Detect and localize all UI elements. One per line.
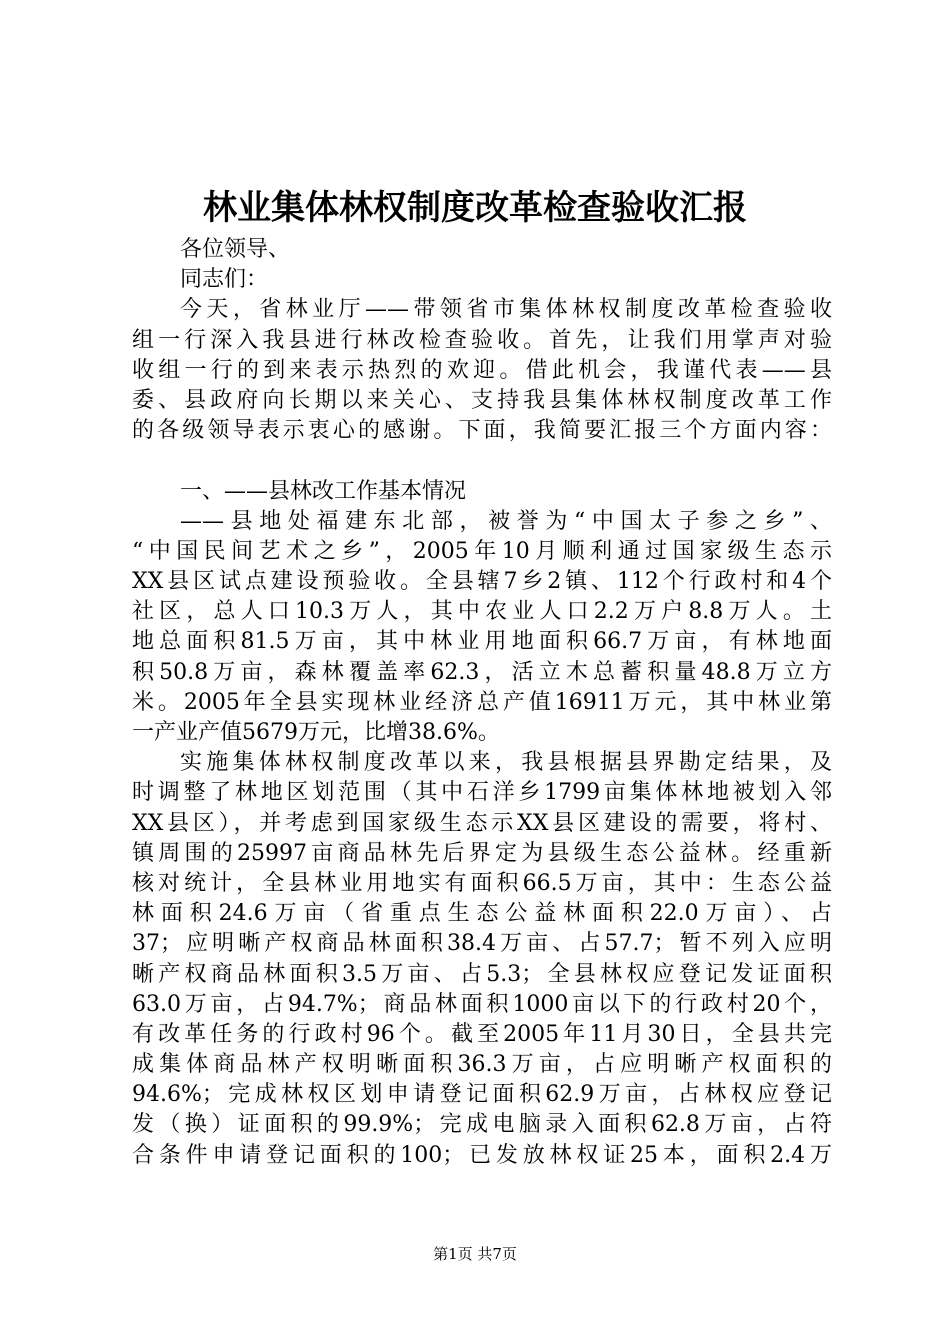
text-line: 时调整了林地区划范围（其中石洋乡1799亩集体林地被划入邻 [132, 780, 832, 806]
text-line: XX县区），并考虑到国家级生态示XX县区建设的需要，将村、 [132, 810, 832, 836]
text-line: 63.0万亩，占94.7%；商品林面积1000亩以下的行政村20个， [132, 991, 832, 1017]
text-line: 今天，省林业厅——带领省市集体林权制度改革检查验收 [180, 297, 832, 323]
intro-paragraph [132, 295, 832, 446]
text-line: ——县地处福建东北部，被誉为“中国太子参之乡”、 [180, 508, 832, 534]
paragraph-reform-progress [132, 748, 832, 1171]
text-line: 实施集体林权制度改革以来，我县根据县界勘定结果，及 [180, 750, 832, 776]
salutation-line: 各位领导、 [180, 237, 291, 262]
section-heading: 一、——县林改工作基本情况 [180, 478, 467, 504]
text-line: XX县区试点建设预验收。全县辖7乡2镇、112个行政村和4个 [132, 569, 832, 595]
document-title: 林业集体林权制度改革检查验收汇报 [203, 188, 747, 228]
text-line: 晰产权商品林面积3.5万亩、占5.3；全县林权应登记发证面积 [132, 961, 832, 987]
text-line: 收组一行的到来表示热烈的欢迎。借此机会，我谨代表——县 [132, 357, 832, 383]
blank-line [132, 446, 832, 476]
text-line: 核对统计，全县林业用地实有面积66.5万亩，其中：生态公益 [132, 870, 832, 896]
text-line: 米。2005年全县实现林业经济总产值16911万元，其中林业第 [132, 689, 832, 715]
text-line: 组一行深入我县进行林改检查验收。首先，让我们用掌声对验 [132, 327, 832, 353]
paragraph-county-overview [132, 507, 832, 749]
text-line: 有改革任务的行政村96个。截至2005年11月30日，全县共完 [132, 1021, 832, 1047]
text-line: 94.6%；完成林权区划申请登记面积62.9万亩，占林权应登记 [132, 1082, 832, 1108]
text-line: 一产业产值5679万元，比增38.6%。 [132, 720, 500, 745]
text-line: 林面积24.6万亩（省重点生态公益林面积22.0万亩）、占 [132, 901, 832, 927]
text-line: 委、县政府向长期以来关心、支持我县集体林权制度改革工作 [132, 387, 832, 413]
text-line: 地总面积81.5万亩，其中林业用地面积66.7万亩，有林地面 [132, 629, 832, 655]
page-number: 第1页 共7页 [433, 1245, 517, 1263]
text-line: 发（换）证面积的99.9%；完成电脑录入面积62.8万亩，占符 [132, 1112, 832, 1138]
text-line: “中国民间艺术之乡”，2005年10月顺利通过国家级生态示 [132, 538, 832, 564]
text-line: 的各级领导表示衷心的感谢。下面，我简要汇报三个方面内容： [132, 418, 832, 444]
text-line: 社区，总人口10.3万人，其中农业人口2.2万户8.8万人。土 [132, 599, 832, 625]
salutation-line: 同志们： [180, 267, 269, 293]
text-line: 积50.8万亩，森林覆盖率62.3，活立木总蓄积量48.8万立方 [132, 659, 832, 685]
document-body [132, 235, 832, 1171]
text-line: 合条件申请登记面积的100；已发放林权证25本，面积2.4万 [132, 1142, 832, 1168]
text-line: 37；应明晰产权商品林面积38.4万亩、占57.7；暂不列入应明 [132, 931, 832, 957]
text-line: 镇周围的25997亩商品林先后界定为县级生态公益林。经重新 [132, 840, 832, 866]
text-line: 成集体商品林产权明晰面积36.3万亩，占应明晰产权面积的 [132, 1052, 832, 1078]
